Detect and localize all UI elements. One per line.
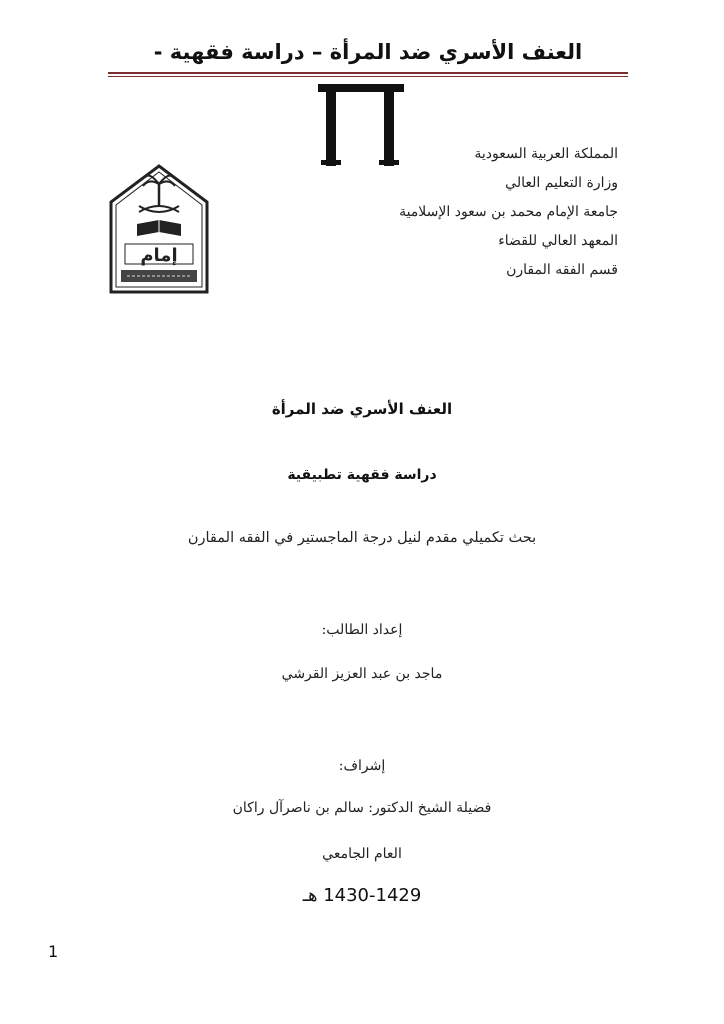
- prepared-by-label: إعداد الطالب:: [321, 622, 403, 638]
- thesis-subtitle: دراسة فقهية تطبيقية: [287, 467, 437, 483]
- supervisor-name: فضيلة الشيخ الدكتور: سالم بن ناصرآل راكان: [232, 800, 492, 816]
- header-rule-thin: [108, 76, 628, 77]
- thesis-description: بحث تكميلي مقدم لنيل درجة الماجستير في الفقه المقارن: [187, 530, 537, 546]
- institution-department: قسم الفقه المقارن: [506, 262, 618, 278]
- student-name: ماجد بن عبد العزيز القرشي: [281, 666, 443, 682]
- institution-ministry: وزارة التعليم العالي: [505, 175, 618, 191]
- institution-block: [298, 140, 618, 285]
- page-number: 1: [48, 942, 59, 961]
- academic-year: 1430-1429 هـ: [302, 885, 422, 906]
- university-emblem-icon: [107, 162, 211, 296]
- thesis-title: العنف الأسري ضد المرأة: [271, 400, 453, 418]
- logo-text: إمام: [140, 245, 178, 266]
- institution-institute: المعهد العالي للقضاء: [498, 233, 618, 249]
- institution-country: المملكة العربية السعودية: [474, 146, 618, 162]
- running-header: العنف الأسري ضد المرأة – دراسة فقهية -: [153, 40, 583, 64]
- supervision-label: إشراف:: [338, 758, 386, 774]
- academic-year-label: العام الجامعي: [322, 846, 402, 862]
- header-rule: [108, 72, 628, 74]
- institution-university: جامعة الإمام محمد بن سعود الإسلامية: [399, 204, 618, 220]
